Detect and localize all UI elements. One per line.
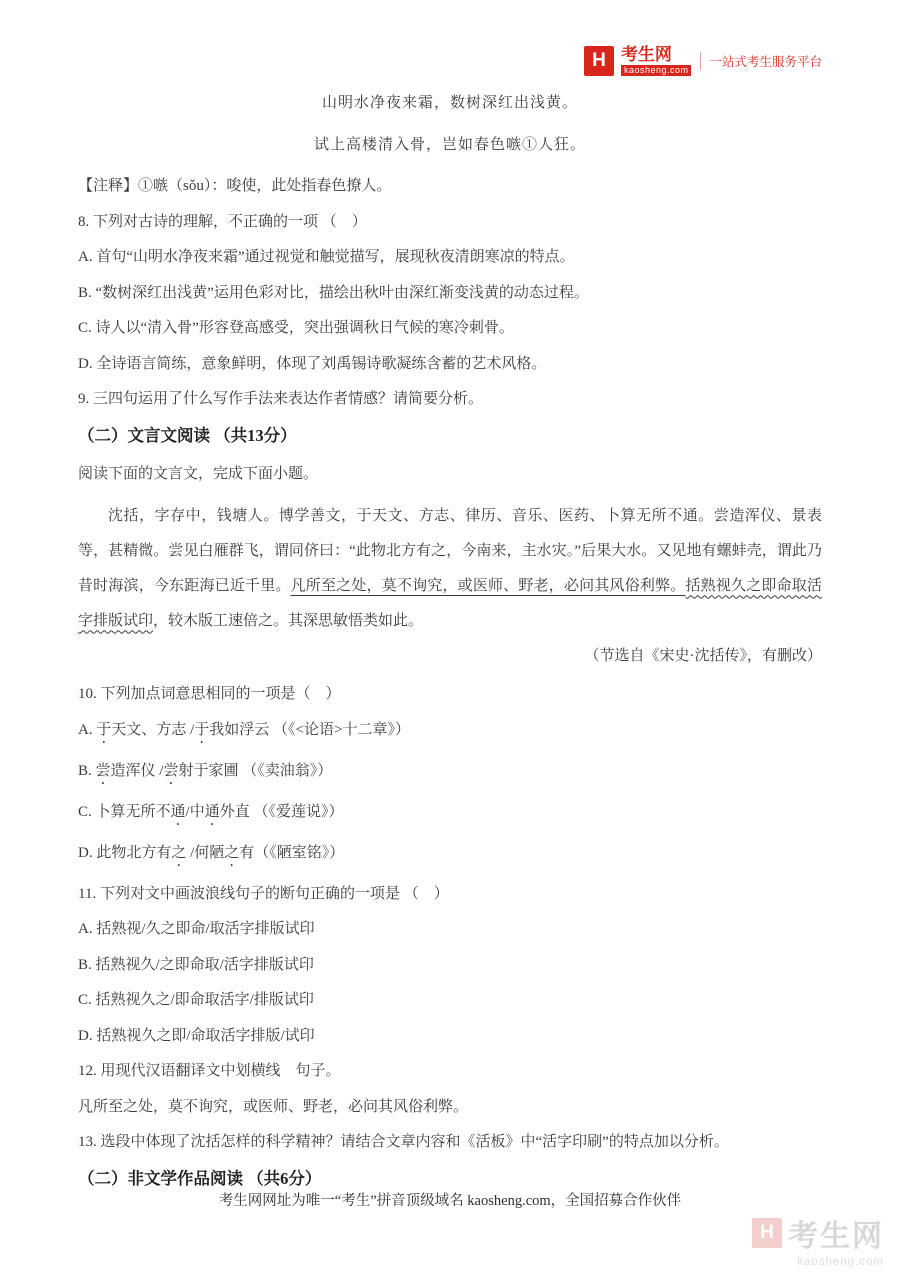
poem-line-2: 试上高楼清入骨，岂如春色嗾①人狂。 <box>313 136 586 153</box>
watermark-logo-icon: H <box>752 1218 782 1248</box>
question-12-sentence: 凡所至之处，莫不询究，或医师、野老，必问其风俗利弊。 <box>78 1098 469 1115</box>
question-10-option-c: C. 卜算无所不通/中通外直 （《爱莲说》） <box>78 803 344 820</box>
logo-domain-text: kaosheng.com <box>621 65 692 76</box>
section-title-wenyan: （二）文言文阅读 （共13分） <box>78 425 297 445</box>
section-title-next: （二）非文学作品阅读 （共6分） <box>78 1168 322 1188</box>
question-11-option-d: D. 括熟视久之即/命取活字排版/试印 <box>78 1027 315 1044</box>
poem-line-1: 山明水净夜来霜，数树深红出浅黄。 <box>321 95 578 111</box>
question-9-stem: 9. 三四句运用了什么写作手法来表达作者情感？请简要分析。 <box>78 391 484 407</box>
logo-tagline-text: 一站式考生服务平台 <box>700 52 822 70</box>
footer-note: 考生网网址为唯一“考生”拼音顶级域名 kaosheng.com，全国招募合作伙伴 <box>218 1193 682 1209</box>
watermark-domain-text: kaosheng.com <box>797 1256 884 1268</box>
question-10-option-a: A. 于天文、方志 /于我如浮云 （《<论语>十二章》） <box>78 721 410 738</box>
passage-source: （节选自《宋史·沈括传》，有删改） <box>584 647 822 664</box>
question-11-option-b: B. 括熟视久/之即命取/活字排版试印 <box>78 956 314 973</box>
kaosheng-logo <box>584 46 822 76</box>
logo-brand-text: 考生网 <box>620 45 672 64</box>
question-8-option-d: D. 全诗语言简练，意象鲜明，体现了刘禹锡诗歌凝练含蓄的艺术风格。 <box>78 355 547 372</box>
poem-note: 【注释】①嗾（sǒu）：唆使，此处指春色撩人。 <box>78 178 392 194</box>
question-11-option-a: A. 括熟视/久之即命/取活字排版试印 <box>78 921 315 937</box>
question-10-option-b: B. 尝造浑仪 /尝射于家圃 （《卖油翁》） <box>78 762 333 779</box>
question-11-option-c: C. 括熟视久之/即命取活字/排版试印 <box>78 992 314 1008</box>
question-12-stem: 12. 用现代汉语翻译文中划横线 句子。 <box>78 1063 341 1079</box>
watermark-row <box>752 1211 884 1255</box>
question-10-option-d: D. 此物北方有之 /何陋之有（《陋室铭》） <box>78 844 345 861</box>
classical-passage: 沈括，字存中，钱塘人。博学善文，于天文、方志、律历、音乐、医药、卜算无所不通。尝造浑仪、景表等，甚精微。尝见白雁群飞，谓同侪曰：“此物北方有之，今南来，主水灾。”后果大水。又见地有螺蚌壳，谓此乃昔时海滨，今东距海已近千里。凡所至之处，莫不询究，或医师、野老，必问其风俗利弊。括熟视久之即命取活字排版试印，较木版工速倍之。其深思敏悟类如此。 <box>78 507 822 629</box>
kaosheng-logo-icon: H <box>584 46 614 76</box>
question-8-option-b: B. “数树深红出浅黄”运用色彩对比，描绘出秋叶由深红渐变浅黄的动态过程。 <box>78 284 589 301</box>
question-8-option-a: A. 首句“山明水净夜来霜”通过视觉和触觉描写，展现秋夜清朗寒凉的特点。 <box>78 249 575 265</box>
question-13-stem: 13. 选段中体现了沈括怎样的科学精神？请结合文章内容和《活板》中“活字印刷”的特点加以分析。 <box>78 1134 729 1150</box>
question-8-option-c: C. 诗人以“清入骨”形容登高感受，突出强调秋日气候的寒冷刺骨。 <box>78 320 514 336</box>
watermark-logo <box>752 1211 884 1268</box>
page-header <box>78 46 822 90</box>
question-8-stem: 8. 下列对古诗的理解，不正确的一项 （ ） <box>78 213 367 230</box>
question-11-stem: 11. 下列对文中画波浪线句子的断句正确的一项是 （ ） <box>78 885 449 902</box>
question-10-stem: 10. 下列加点词意思相同的一项是（ ） <box>78 686 341 702</box>
watermark-brand-text: 考生网 <box>788 1220 884 1253</box>
passage-intro: 阅读下面的文言文，完成下面小题。 <box>78 466 319 483</box>
logo-text-stack <box>621 46 692 76</box>
